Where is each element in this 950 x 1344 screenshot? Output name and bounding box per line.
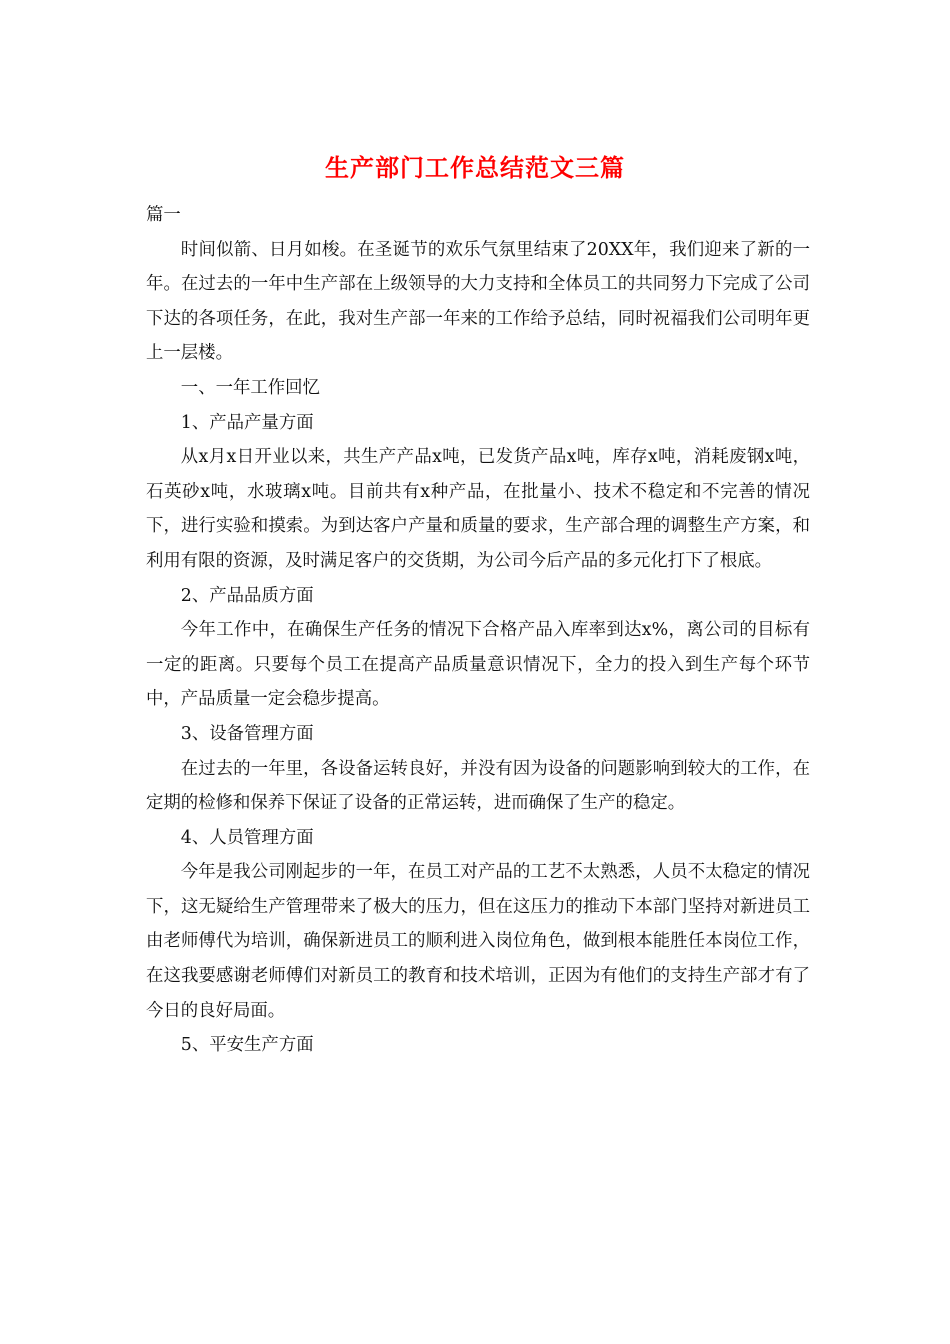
intro-paragraph: 时间似箭、日月如梭。在圣诞节的欢乐气氛里结束了20XX年，我们迎来了新的一年。在过去的一年中生产部在上级领导的大力支持和全体员工的共同努力下完成了公司下达的各项任务，在此，我对生产部一年来的工作给予总结，同时祝福我们公司明年更上一层楼。 (146, 239, 810, 364)
body-paragraph: 今年是我公司刚起步的一年，在员工对产品的工艺不太熟悉，人员不太稳定的情况下，这无疑给生产管理带来了极大的压力，但在这压力的推动下本部门坚持对新进员工由老师傅代为培训，确保新进员工的顺利进入岗位角色，做到根本能胜任本岗位工作，在这我要感谢老师傅们对新员工的教育和技术培训，正因为有他们的支持生产部才有了今日的良好局面。 (146, 862, 810, 1021)
body-paragraph: 从x月x日开业以来，共生产产品x吨，已发货产品x吨，库存x吨，消耗废钢x吨，石英砂x吨，水玻璃x吨。目前共有x种产品，在批量小、技术不稳定和不完善的情况下，进行实验和摸索。为到达客户产量和质量的要求，生产部合理的调整生产方案，和利用有限的资源，及时满足客户的交货期，为公司今后产品的多元化打下了根底。 (146, 447, 810, 571)
section-label: 篇一 (146, 205, 181, 225)
section-heading: 一、一年工作回忆 (180, 377, 320, 398)
document-title: 生产部门工作总结范文三篇 (325, 153, 625, 182)
subsection-heading: 1、产品产量方面 (180, 412, 314, 433)
subsection-heading: 2、产品品质方面 (180, 585, 314, 606)
subsection-heading: 4、人员管理方面 (180, 827, 314, 848)
subsection-heading: 3、设备管理方面 (180, 723, 314, 744)
subsection-heading: 5、平安生产方面 (180, 1035, 314, 1056)
body-paragraph: 在过去的一年里，各设备运转良好，并没有因为设备的问题影响到较大的工作，在定期的检修和保养下保证了设备的正常运转，进而确保了生产的稳定。 (146, 758, 810, 814)
document-body (146, 198, 810, 1063)
body-paragraph: 今年工作中，在确保生产任务的情况下合格产品入库率到达x%，离公司的目标有一定的距离。只要每个员工在提高产品质量意识情况下，全力的投入到生产每个环节中，产品质量一定会稳步提高。 (146, 620, 810, 710)
